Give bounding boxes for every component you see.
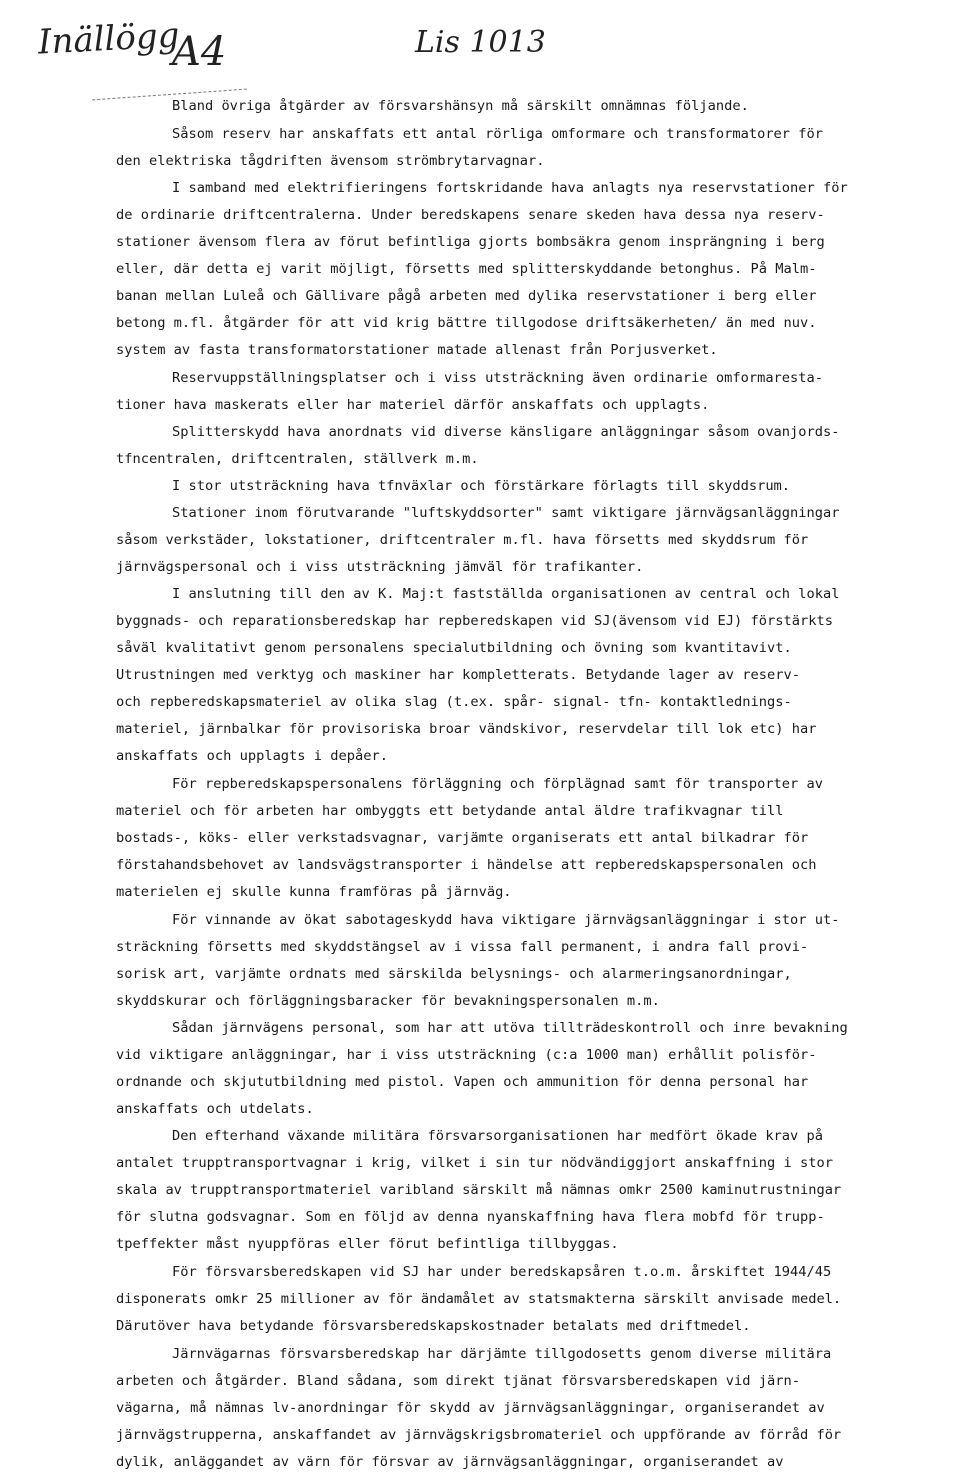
handwritten-reference: Lis 1013 xyxy=(415,25,546,60)
text-line: För repberedskapspersonalens förläggning och förplägnad samt för transporter av xyxy=(172,776,824,792)
document-body xyxy=(0,92,953,1472)
text-line: Splitterskydd hava anordnats vid diverse känsligare anläggningar såsom ovanjords- xyxy=(172,424,840,440)
text-line: I anslutning till den av K. Maj:t fastställda organisationen av central och lokal xyxy=(172,586,840,602)
text-line: och repberedskapsmateriel av olika slag (t.ex. spår- signal- tfn- kontaktlednings- xyxy=(116,694,792,710)
text-line: sträckning försetts med skyddstängsel av i vissa fall permanent, i andra fall provi- xyxy=(116,939,809,955)
text-line: anskaffats och utdelats. xyxy=(116,1101,314,1117)
text-line: för slutna godsvagnar. Som en följd av denna nyanskaffning hava flera mobfd för trupp- xyxy=(116,1209,825,1225)
text-line: järnvägspersonal och i viss utsträckning jämväl för trafikanter. xyxy=(116,559,644,575)
text-line: arbeten och åtgärder. Bland sådana, som direkt tjänat försvarsberedskapen vid järn- xyxy=(116,1373,800,1389)
text-line: I stor utsträckning hava tfnväxlar och förstärkare förlagts till skyddsrum. xyxy=(172,478,791,494)
text-line: Sådan järnvägens personal, som har att utöva tillträdeskontroll och inre bevakning xyxy=(172,1020,848,1036)
text-line: eller, där detta ej varit möjligt, försetts med splitterskyddande betonghus. På Malm- xyxy=(116,261,817,277)
text-line: skala av trupptransportmateriel varibland särskilt må nämnas omkr 2500 kaminutrustningar xyxy=(116,1182,842,1198)
text-line: såsom verkstäder, lokstationer, driftcentraler m.fl. hava försetts med skyddsrum för xyxy=(116,532,809,548)
text-line: den elektriska tågdriften ävensom strömbrytarvagnar. xyxy=(116,153,545,169)
text-line: materiel, järnbalkar för provisoriska broar vändskivor, reservdelar till lok etc) har xyxy=(116,721,817,737)
text-line: vid viktigare anläggningar, har i viss utsträckning (c:a 1000 man) erhållit polisför- xyxy=(116,1047,817,1063)
text-line: Utrustningen med verktyg och maskiner har kompletterats. Betydande lager av reserv- xyxy=(116,667,800,683)
text-line: materielen ej skulle kunna framföras på järnväg. xyxy=(116,884,512,900)
text-line: Därutöver hava betydande försvarsberedskapskostnader betalats med driftmedel. xyxy=(116,1318,751,1334)
text-line: byggnads- och reparationsberedskap har repberedskapen vid SJ(ävensom vid EJ) förstärkts xyxy=(116,613,833,629)
text-line: tpeffekter måst nyuppföras eller förut befintliga tillbyggas. xyxy=(116,1236,619,1252)
text-line: de ordinarie driftcentralerna. Under beredskapens senare skeden hava dessa nya reserv- xyxy=(116,207,825,223)
handwritten-code: A4 xyxy=(172,29,227,75)
text-line: vägarna, må nämnas lv-anordningar för skydd av järnvägsanläggningar, organiserandet av xyxy=(116,1400,825,1416)
text-line: tfncentralen, driftcentralen, ställverk m.m. xyxy=(116,451,479,467)
text-line: materiel och för arbeten har ombyggts ett betydande antal äldre trafikvagnar till xyxy=(116,803,784,819)
text-line: skyddskurar och förläggningsbaracker för bevakningspersonalen m.m. xyxy=(116,993,660,1009)
text-line: Bland övriga åtgärder av försvarshänsyn må särskilt omnämnas följande. xyxy=(172,98,749,114)
text-line: dylik, anläggandet av värn för försvar av järnvägsanläggningar, organiserandet av xyxy=(116,1454,784,1470)
text-line: ordnande och skjututbildning med pistol. Vapen och ammunition för denna personal har xyxy=(116,1074,809,1090)
text-line: system av fasta transformatorstationer matade allenast från Porjusverket. xyxy=(116,342,718,358)
text-line: antalet trupptransportvagnar i krig, vilket i sin tur nödvändiggjort anskaffning i stor xyxy=(116,1155,833,1171)
text-line: anskaffats och upplagts i depåer. xyxy=(116,748,388,764)
text-line: järnvägstrupperna, anskaffandet av järnvägskrigsbromateriel och uppförande av förråd för xyxy=(116,1427,842,1443)
text-line: bostads-, köks- eller verkstadsvagnar, varjämte organiserats ett antal bilkadrar för xyxy=(116,830,809,846)
text-line: förstahandsbehovet av landsvägstransporter i händelse att repberedskapspersonalen och xyxy=(116,857,817,873)
text-line: För vinnande av ökat sabotageskydd hava viktigare järnvägsanläggningar i stor ut- xyxy=(172,912,840,928)
text-line: banan mellan Luleå och Gällivare pågå arbeten med dylika reservstationer i berg eller xyxy=(116,288,817,304)
text-line: såväl kvalitativt genom personalens specialutbildning och övning som kvantitavivt. xyxy=(116,640,792,656)
text-line: Såsom reserv har anskaffats ett antal rörliga omformare och transformatorer för xyxy=(172,126,824,142)
text-line: sorisk art, varjämte ordnats med särskilda belysnings- och alarmeringsanordningar, xyxy=(116,966,792,982)
text-line: Stationer inom förutvarande "luftskyddsorter" samt viktigare järnvägsanläggningar xyxy=(172,505,840,521)
text-line: Reservuppställningsplatser och i viss utsträckning även ordinarie omformarestа- xyxy=(172,370,824,386)
text-line: Järnvägarnas försvarsberedskap har därjämte tillgodosetts genom diverse militära xyxy=(172,1346,832,1362)
text-line: disponerats omkr 25 millioner av för ändamålet av statsmakterna särskilt anvisade medel. xyxy=(116,1291,842,1307)
text-line: För försvarsberedskapen vid SJ har under beredskapsåren t.o.m. årskiftet 1944/45 xyxy=(172,1264,832,1280)
text-line: betong m.fl. åtgärder för att vid krig bättre tillgodose driftsäkerheten/ än med nuv. xyxy=(116,315,817,331)
text-line: Den efterhand växande militära försvarsorganisationen har medfört ökade krav på xyxy=(172,1128,824,1144)
text-line: stationer ävensom flera av förut befintliga gjorts bombsäkra genom insprängning i berg xyxy=(116,234,825,250)
text-line: tioner hava maskerats eller har materiel därför anskaffats och upplagts. xyxy=(116,397,710,413)
handwritten-note-top-left: Inällögg xyxy=(37,15,181,63)
text-line: I samband med elektrifieringens fortskridande hava anlagts nya reservstationer för xyxy=(172,180,848,196)
